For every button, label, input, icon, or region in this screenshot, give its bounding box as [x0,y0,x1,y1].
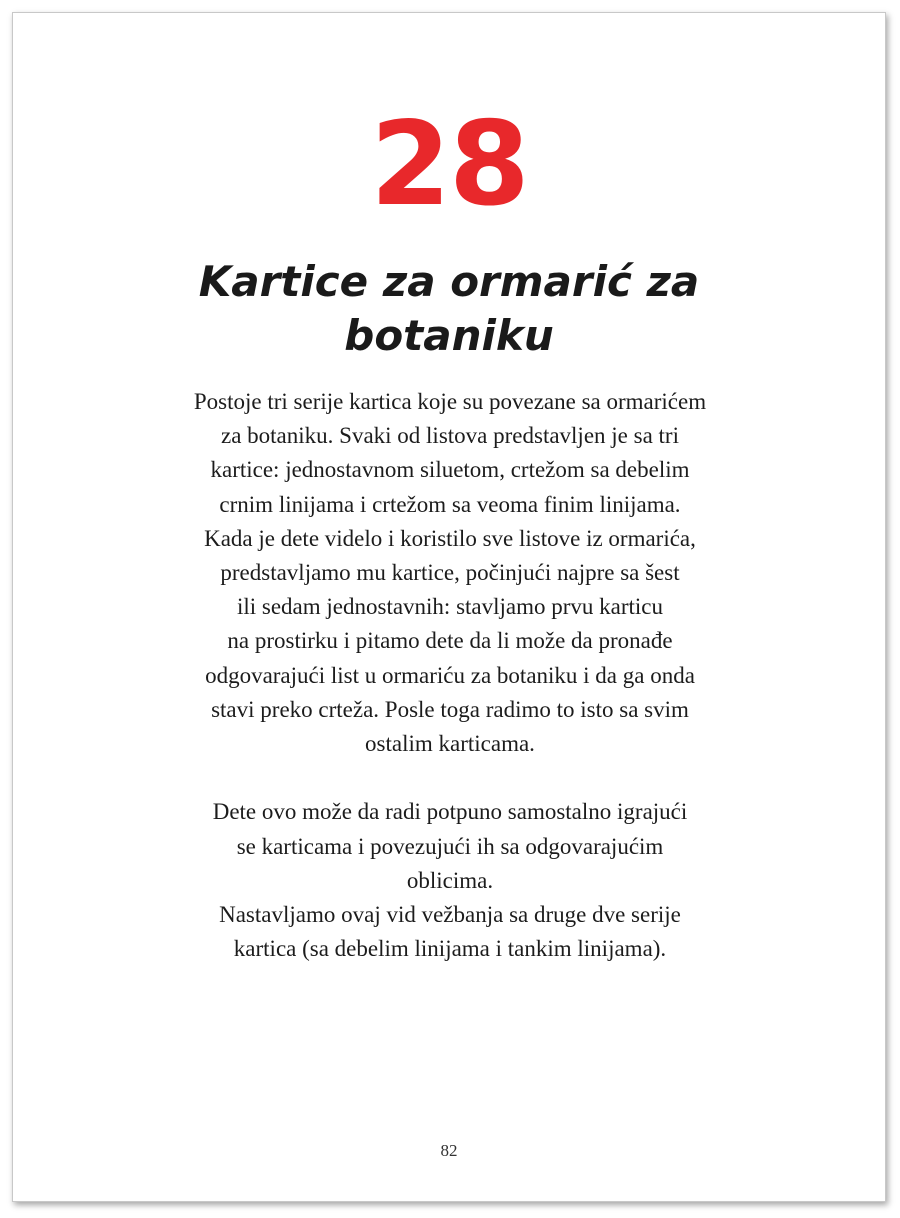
text-line: se karticama i povezujući ih sa odgovarajućim [236,833,664,859]
book-page [12,12,886,1202]
text-line: odgovarajući list u ormariću za botaniku i da ga onda [205,662,695,688]
text-line: na prostirku i pitamo dete da li može da pronađe [227,628,673,654]
text-line: stavi preko crteža. Posle toga radimo to isto sa svim [211,696,689,722]
chapter-title-line-2: botaniku [344,311,554,360]
text-line: ostalim karticama. [365,731,535,757]
text-line: crnim linijama i crtežom sa veoma finim linijama. [219,491,681,517]
text-line: Kada je dete videlo i koristilo sve listove iz ormarića, [204,525,696,551]
text-line: kartica (sa debelim linijama i tankim linijama). [233,936,667,962]
paragraph-spacer [73,761,827,795]
text-line: za botaniku. Svaki od listova predstavljen je sa tri [221,423,679,449]
paragraph-2 [73,795,827,966]
text-line: kartice: jednostavnom siluetom, crtežom sa debelim [210,457,690,483]
paragraph-1 [73,385,827,761]
chapter-number: 28 [370,97,528,232]
text-line: Postoje tri serije kartica koje su povezane sa ormarićem [193,389,707,414]
text-line: Nastavljamo ovaj vid vežbanja sa druge dve serije [219,902,681,928]
page-number: 82 [440,1141,458,1160]
chapter-title [13,255,885,363]
text-line: Dete ovo može da radi potpuno samostalno igrajući [212,799,688,825]
text-line: predstavljamo mu kartice, počinjući najpre sa šest [220,560,680,586]
text-line: oblicima. [406,867,494,893]
chapter-title-line-1: Kartice za ormarić za [198,257,700,306]
body-text [73,385,827,966]
text-line: ili sedam jednostavnih: stavljamo prvu karticu [236,594,664,620]
